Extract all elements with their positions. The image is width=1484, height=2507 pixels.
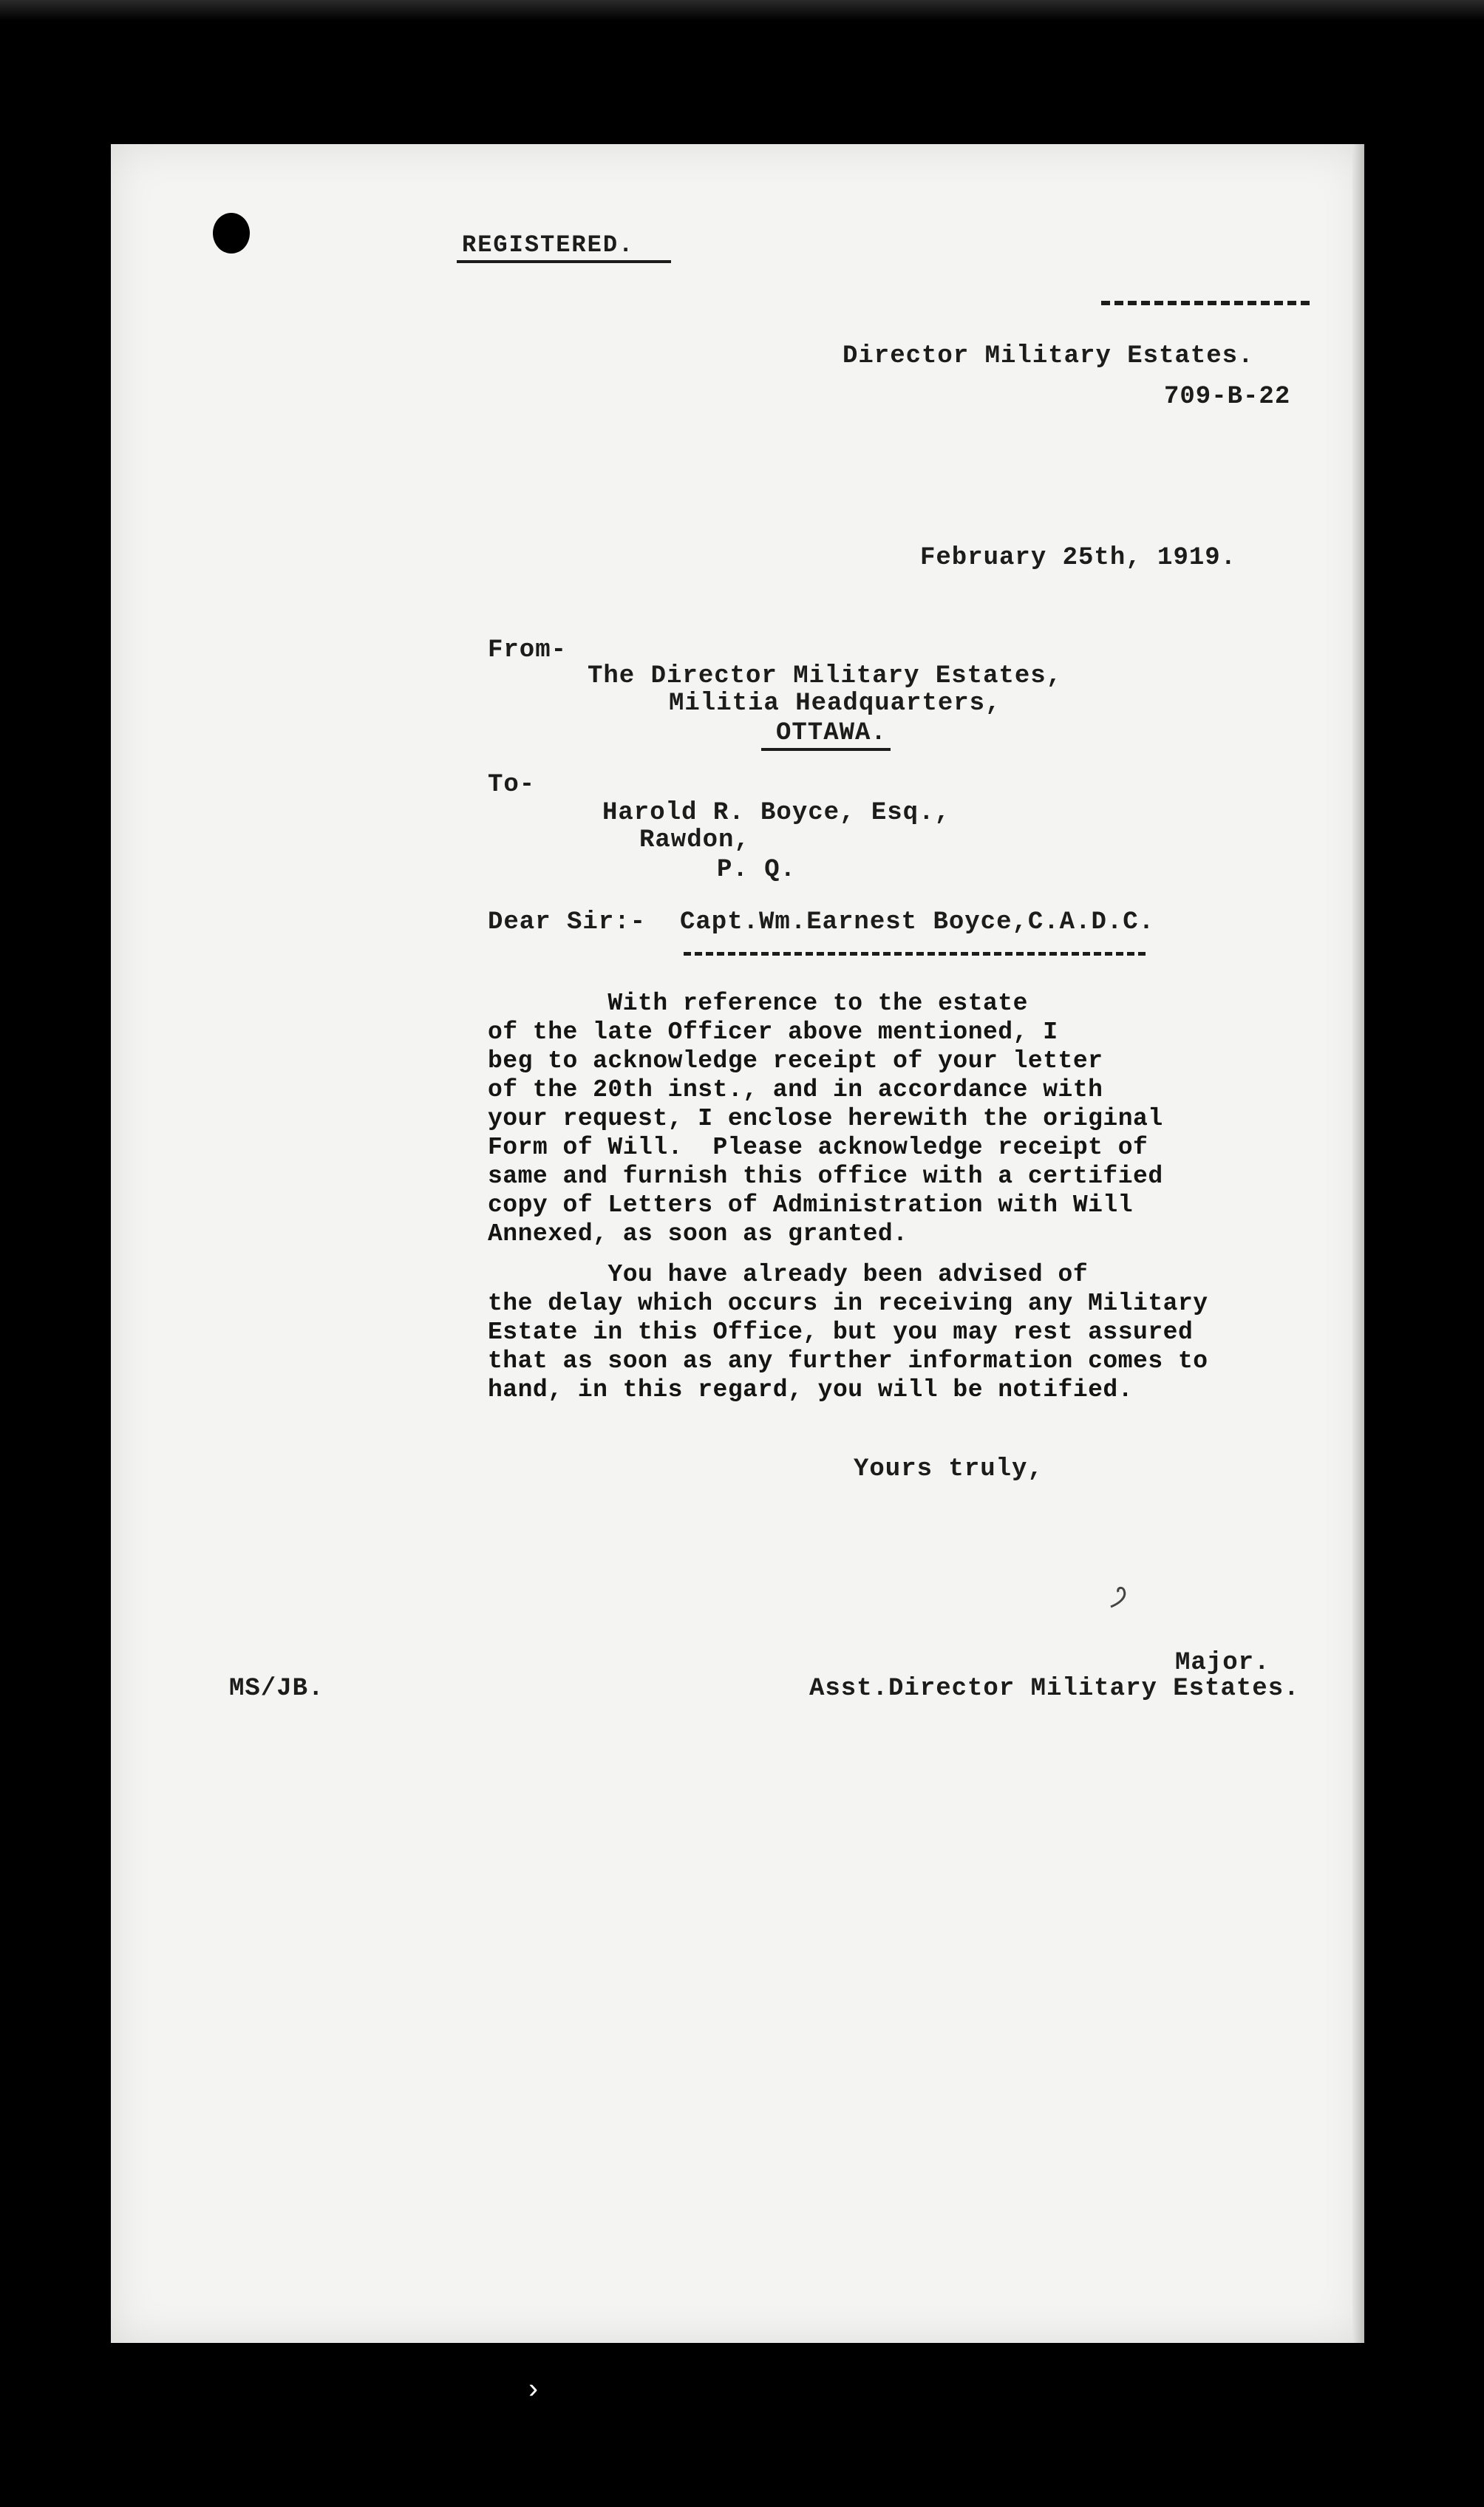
to-line-1: Harold R. Boyce, Esq., — [602, 799, 950, 827]
letter-date: February 25th, 1919. — [920, 544, 1237, 572]
header-reference: 709-B-22 — [1164, 383, 1291, 411]
registered-underline — [457, 260, 671, 263]
to-label: To- — [488, 771, 536, 799]
punch-hole — [213, 213, 250, 254]
closing: Yours truly, — [854, 1455, 1044, 1483]
from-label: From- — [488, 636, 568, 664]
header-dash-rule — [1101, 301, 1310, 305]
to-line-3: P. Q. — [717, 856, 797, 884]
to-line-2: Rawdon, — [639, 826, 750, 854]
signature-mark — [1105, 1582, 1134, 1611]
scan-top-strip — [0, 0, 1484, 21]
from-city-underline — [761, 748, 891, 751]
typist-initials: MS/JB. — [229, 1675, 324, 1703]
subject-underline — [684, 952, 1146, 956]
from-line-2: Militia Headquarters, — [669, 690, 1001, 718]
body-paragraph-1: With reference to the estate of the late Officer above mentioned, I beg to acknowledge receipt of your letter of the 20th inst., and in accordance with your request, I enclose herewith the original Form of Will. Please acknowledge receipt of same and furnish this office with a certified copy of Letters of Administration with Will Annexed, as soon as granted. — [488, 990, 1163, 1248]
body-paragraph-2: You have already been advised of the delay which occurs in receiving any Military Estate in this Office, but you may rest assured that as soon as any further information comes to hand, in this regard, you will be notified. — [488, 1261, 1208, 1404]
signature-title: Asst.Director Military Estates. — [809, 1675, 1300, 1703]
signature-rank: Major. — [1175, 1649, 1270, 1677]
stray-scan-mark: › — [525, 2375, 542, 2406]
from-line-3: OTTAWA. — [776, 719, 887, 747]
salutation: Dear Sir:- — [488, 908, 647, 936]
subject-line: Capt.Wm.Earnest Boyce,C.A.D.C. — [680, 908, 1155, 936]
page-edge — [1352, 144, 1364, 2343]
header-organization: Director Military Estates. — [843, 342, 1254, 370]
from-line-1: The Director Military Estates, — [588, 662, 1063, 690]
registered-label: REGISTERED. — [462, 231, 635, 259]
